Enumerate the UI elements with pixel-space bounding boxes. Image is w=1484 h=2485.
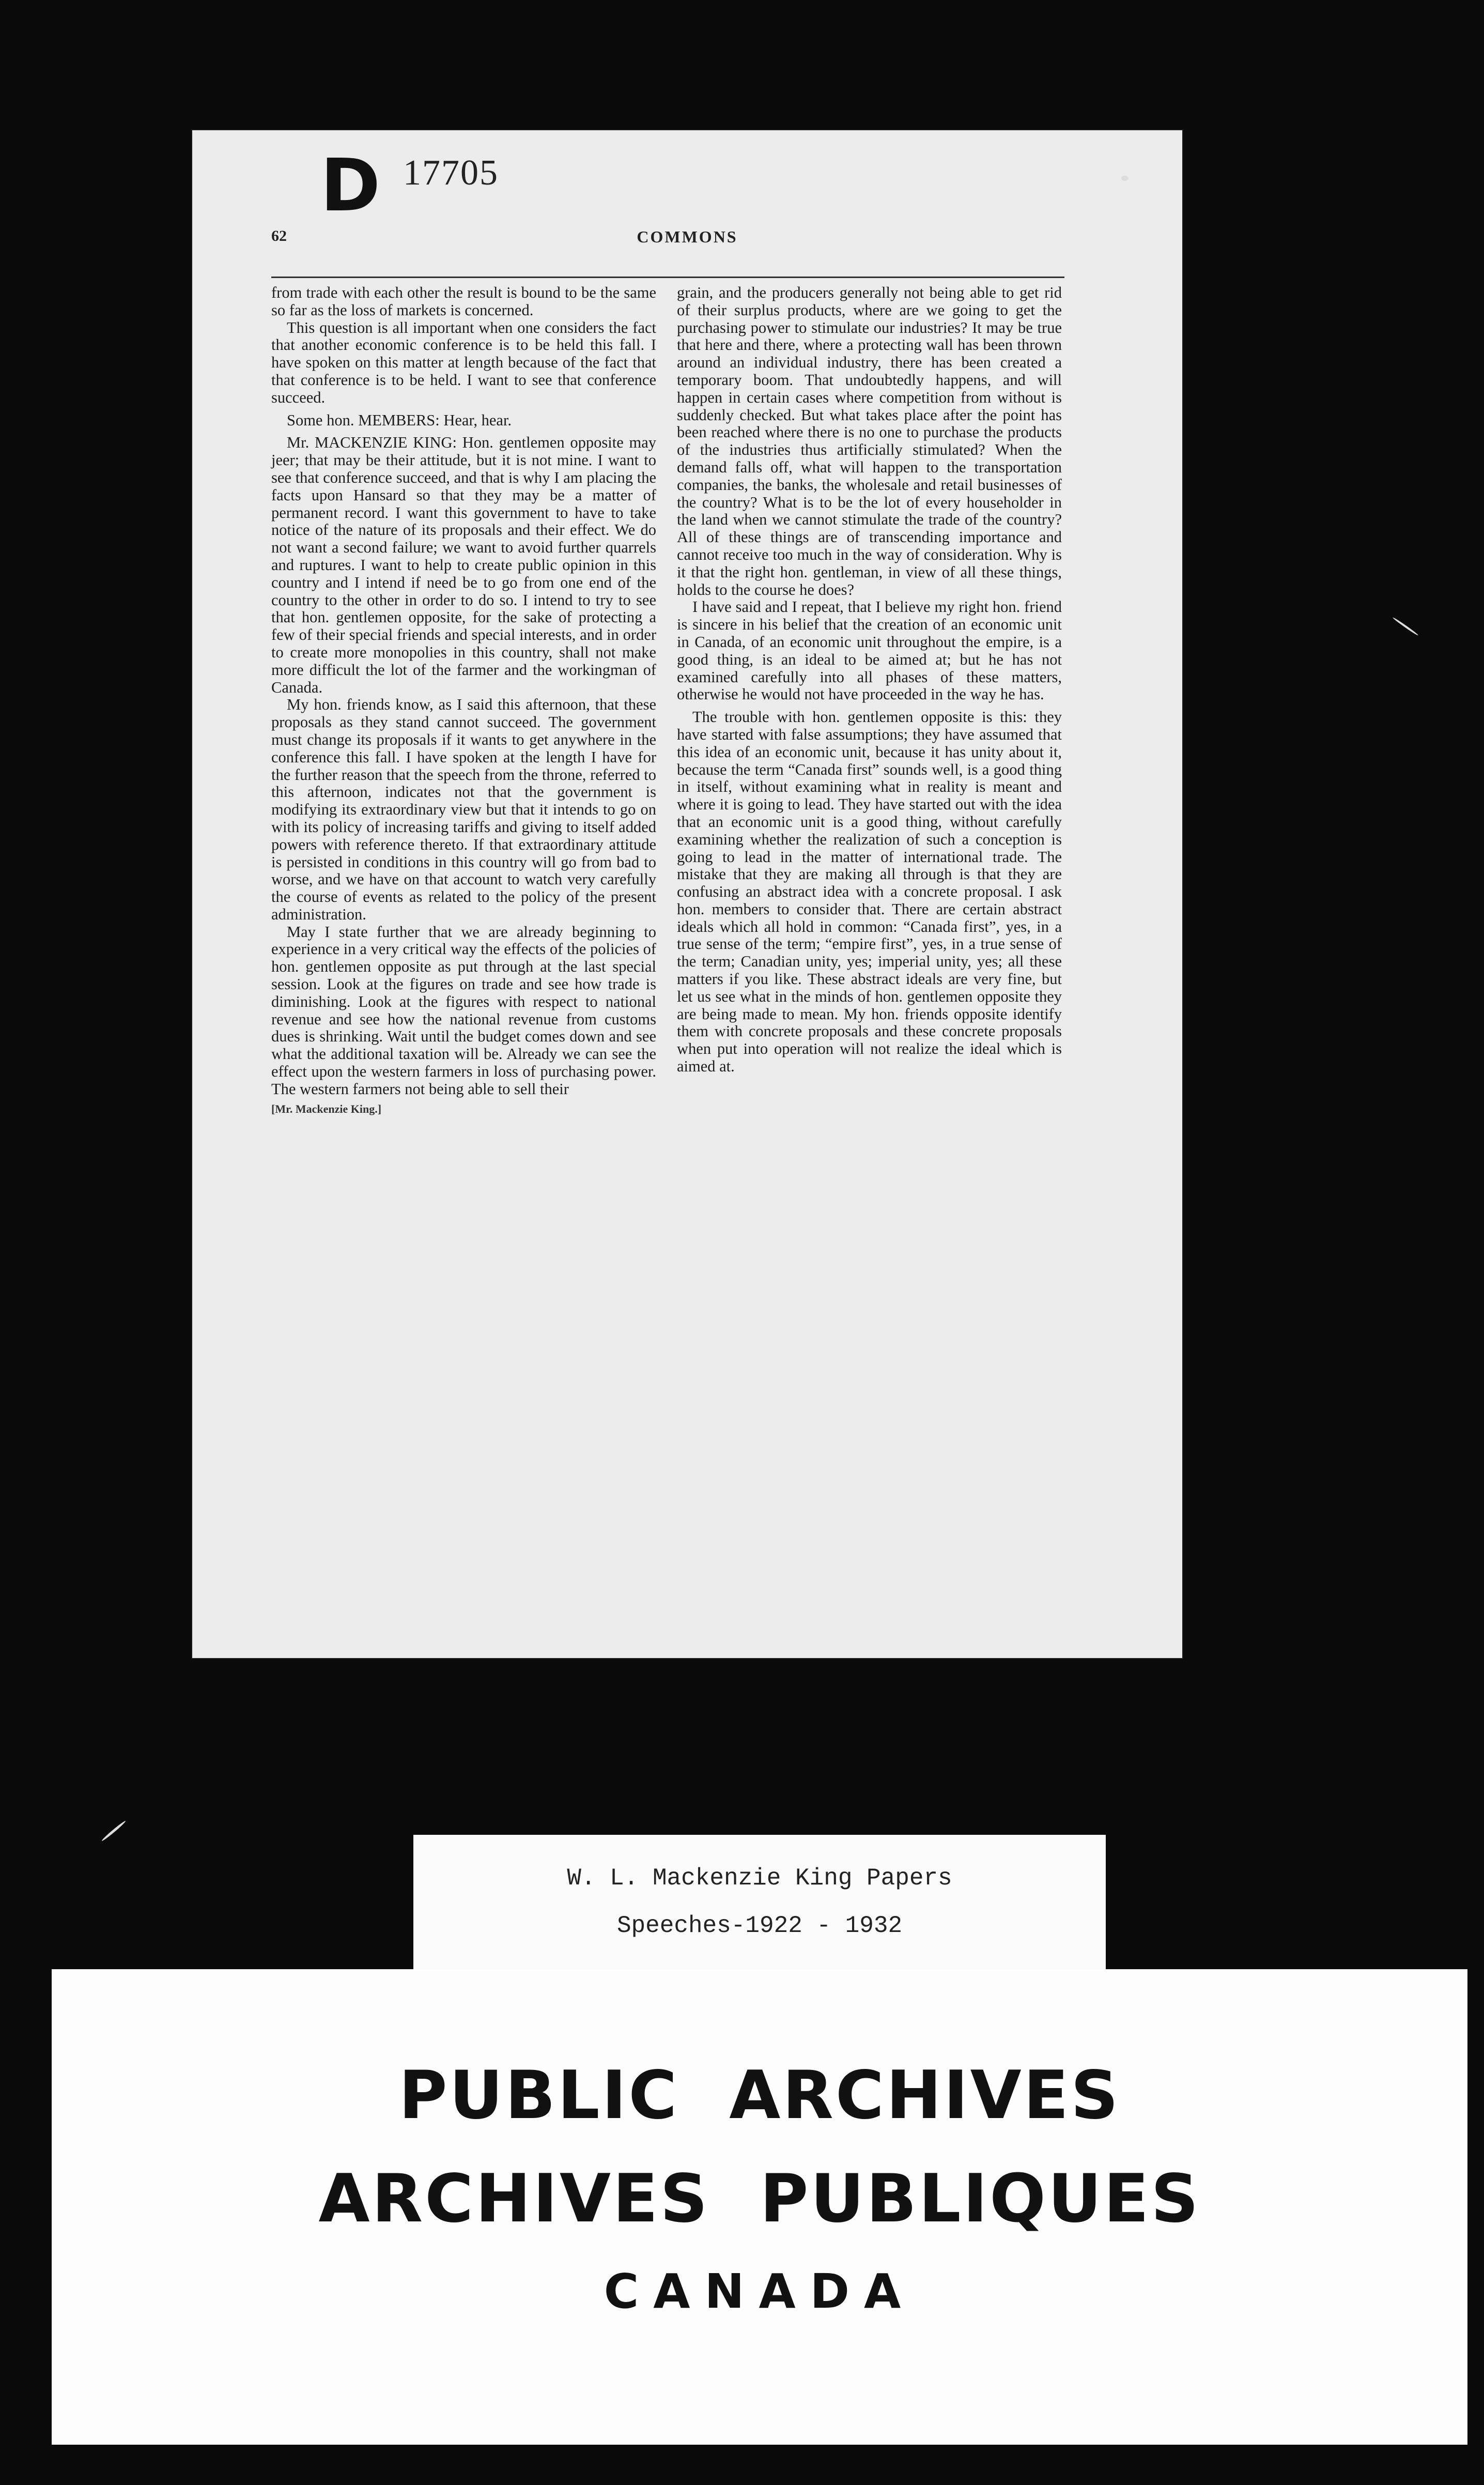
archives-country: CANADA	[604, 2264, 916, 2319]
collection-title: W. L. Mackenzie King Papers	[567, 1865, 952, 1892]
archives-card	[52, 1969, 1467, 2445]
archives-english: PUBLIC ARCHIVES	[398, 2057, 1121, 2134]
archives-french: ARCHIVES PUBLIQUES	[318, 2160, 1201, 2237]
paragraph: Some hon. MEMBERS: Hear, hear.	[287, 411, 512, 429]
paragraph: I have said and I repeat, that I believe my right hon. friend is sincere in his belief that the creation of an economic unit in Canada, of an economic unit throughout the empire, is a good thing, is an ideal to be aimed at; but he has not examined carefully into all phases of these matters, otherwise he would not have proceeded in the way he has.	[677, 598, 1062, 703]
stamp-number: 17705	[403, 153, 499, 193]
paragraph: May I state further that we are already beginning to experience in a very critical way the effects of the policies of hon. gentlemen opposite as put through at the last special session. Look at the figures on trade and see how trade is diminishing. Look at the figures with respect to national revenue and see how the national revenue from customs dues is shrinking. Wait until the budget comes down and see what the additional taxation will be. Already we can see the effect upon the western farmers in loss of purchasing power. The western farmers not being able to sell their	[271, 923, 656, 1098]
stamp-letter: D	[320, 144, 381, 228]
paragraph: Mr. MACKENZIE KING: Hon. gentlemen opposite may jeer; that may be their attitude, but it is not mine. I want to see that conference succeed, and that is why I am placing the facts upon Hansard so that they may be a matter of permanent record. I want this government to have to take notice of the nature of its proposals and their effect. We do not want a second failure; we want to avoid further quarrels and ruptures. I want to help to create public opinion in this country and I intend if need be to go from one end of the country to the other in order to do so. I intend to try to see that hon. gentlemen opposite, for the sake of protecting a few of their special friends and special interests, and in order to create more monopolies in this country, shall not make more difficult the lot of the farmer and the workingman of Canada.	[271, 434, 656, 696]
paragraph: This question is all important when one considers the fact that another economic conference is to be held this fall. I have spoken on this matter at length because of the fact that that conference is to be held. I want to see that conference succeed.	[271, 318, 656, 406]
document-page	[191, 129, 1183, 1659]
running-head: COMMONS	[637, 227, 738, 246]
paragraph: from trade with each other the result is bound to be the same so far as the loss of markets is concerned.	[271, 284, 656, 319]
speaker-footer: [Mr. Mackenzie King.]	[271, 1102, 382, 1115]
header-rule	[271, 277, 1064, 278]
paragraph: The trouble with hon. gentlemen opposite is this: they have started with false assumptions; they have assumed that this idea of an economic unit, because it has unity about it, because the term “Canada first” sounds well, is a good thing in itself, without examining what in reality is meant and where it is going to lead. They have started out with the idea that an economic unit is a good thing, without carefully examining whether the realization of such a conception is going to lead in the matter of international trade. The mistake that they are making all through is that they are confusing an abstract idea with a concrete proposal. I ask hon. members to consider that. There are certain abstract ideals which all hold in common: “Canada first”, yes, in a true sense of the term; “empire first”, yes, in a true sense of the term; Canadian unity, yes; imperial unity, yes; all these matters if you like. These abstract ideals are very fine, but let us see what in the minds of hon. gentlemen opposite they are being made to mean. My hon. friends opposite identify them with concrete proposals and these concrete proposals when put into operation will not realize the ideal which is aimed at.	[677, 708, 1062, 1076]
paragraph: grain, and the producers generally not being able to get rid of their surplus products, where are we going to get the purchasing power to stimulate our industries? It may be true that here and there, where a protecting wall has been thrown around an individual industry, there has been created a temporary boom. That undoubtedly happens, and will happen in certain cases where competition from without is suddenly checked. But what takes place after the point has been reached where there is no one to purchase the products of the industries thus artificially stimulated? When the demand falls off, what will happen to the transportation companies, the banks, the wholesale and retail businesses of the country? What is to be the lot of every householder in the land when we cannot stimulate the trade of the country? All of these things are of transcending importance and cannot receive too much in the way of consideration. Why is it that the right hon. gentleman, in view of all these things, holds to the course he does?	[677, 284, 1062, 599]
page-number: 62	[271, 227, 287, 244]
dust-speck	[1121, 176, 1129, 181]
collection-subtitle: Speeches-1922 - 1932	[616, 1912, 903, 1939]
collection-label	[413, 1835, 1106, 1969]
left-column	[271, 284, 656, 1117]
dust-speck	[101, 1820, 126, 1842]
paragraph: My hon. friends know, as I said this afternoon, that these proposals as they stand cannot succeed. The government must change its proposals if it wants to get anywhere in the conference this fall. I have spoken at the length I have for the further reason that the speech from the throne, referred to this afternoon, indicates not that the government is modifying its extraordinary view but that it intends to go on with its policy of increasing tariffs and giving to itself added powers with reference thereto. If that extraordinary attitude is persisted in conditions in this country will go from bad to worse, and we have on that account to watch very carefully the course of events as related to the policy of the present administration.	[271, 696, 656, 923]
dust-speck	[1392, 617, 1418, 636]
right-column	[677, 284, 1062, 1076]
